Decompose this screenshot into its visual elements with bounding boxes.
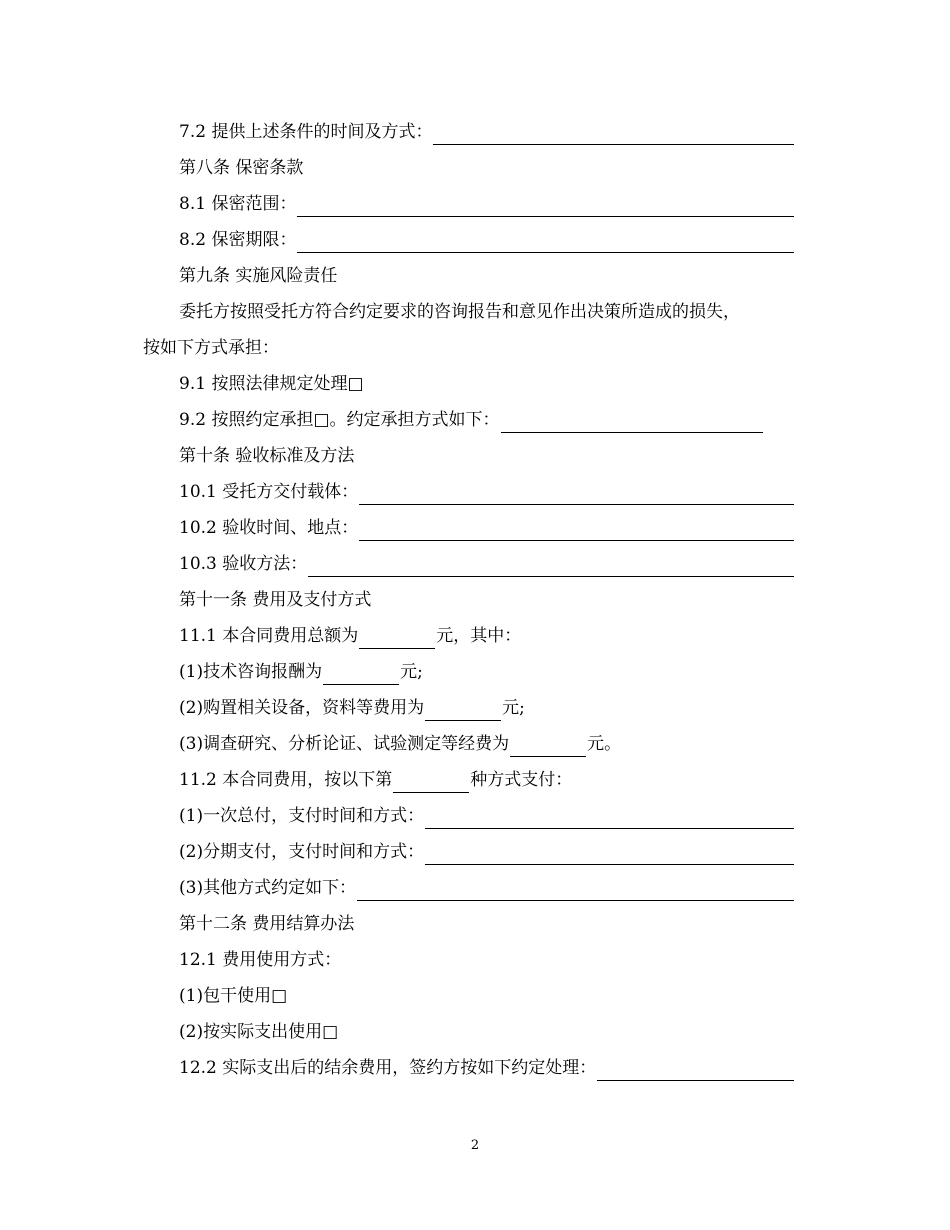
- clause-7-2: [179, 119, 795, 145]
- page-number: 2: [470, 1138, 480, 1153]
- equipment-fee-blank[interactable]: [425, 701, 501, 721]
- payment-installments-blank[interactable]: [425, 845, 794, 865]
- clause-11-2: [179, 767, 795, 793]
- clause-7-2-blank[interactable]: [433, 125, 794, 145]
- article-10-heading-text: 第十条 验收标准及方法: [179, 446, 355, 466]
- clause-9-1: [179, 371, 795, 397]
- item-consulting-fee-text: (1)技术咨询报酬为: [179, 662, 323, 682]
- article-10-heading: [179, 443, 795, 469]
- clause-11-2-text: 11.2 本合同费用，按以下第: [179, 770, 393, 790]
- payment-installments: [179, 839, 795, 865]
- article-11-heading-text: 第十一条 费用及支付方式: [179, 590, 372, 610]
- clause-12-1: [179, 947, 795, 973]
- article-8-heading: [179, 155, 795, 181]
- clause-12-2-text: 12.2 实际支出后的结余费用，签约方按如下约定处理：: [179, 1058, 597, 1078]
- clause-7-2-text: 7.2 提供上述条件的时间及方式：: [179, 122, 433, 142]
- clause-9-2-text: 9.2 按照约定承担□。约定承担方式如下：: [179, 410, 500, 430]
- item-equipment-fee: [179, 695, 795, 721]
- usage-lump-sum-text: (1)包干使用□: [179, 986, 288, 1006]
- item-equipment-fee-suffix: 元;: [502, 698, 525, 718]
- clause-11-1-suffix: 元，其中：: [436, 626, 522, 646]
- usage-lump-sum: [179, 983, 795, 1009]
- clause-10-2-blank[interactable]: [359, 521, 794, 541]
- article-9-heading-text: 第九条 实施风险责任: [179, 266, 338, 286]
- clause-8-2: [179, 227, 795, 253]
- clause-9-2: [179, 407, 795, 433]
- article-9-heading: [179, 263, 795, 289]
- clause-8-2-blank[interactable]: [297, 233, 794, 253]
- clause-10-3-text: 10.3 验收方法：: [179, 554, 308, 574]
- clause-8-1: [179, 191, 795, 217]
- article-11-heading: [179, 587, 795, 613]
- clause-10-3-blank[interactable]: [308, 557, 794, 577]
- article-8-heading-text: 第八条 保密条款: [179, 158, 304, 178]
- payment-other: [179, 875, 795, 901]
- clause-9-1-text: 9.1 按照法律规定处理□: [179, 374, 364, 394]
- article-9-paragraph-line-2: [143, 335, 795, 361]
- payment-option-blank[interactable]: [393, 773, 469, 793]
- consulting-fee-blank[interactable]: [323, 665, 399, 685]
- clause-10-3: [179, 551, 795, 577]
- article-9-paragraph-text-2: 按如下方式承担：: [143, 338, 279, 358]
- clause-10-2: [179, 515, 795, 541]
- clause-8-1-text: 8.1 保密范围：: [179, 194, 297, 214]
- clause-8-2-text: 8.2 保密期限：: [179, 230, 297, 250]
- payment-other-blank[interactable]: [357, 881, 794, 901]
- research-fee-blank[interactable]: [510, 737, 586, 757]
- clause-12-1-text: 12.1 费用使用方式：: [179, 950, 342, 970]
- item-consulting-fee-suffix: 元;: [400, 662, 423, 682]
- item-research-fee: [179, 731, 795, 757]
- payment-other-text: (3)其他方式约定如下：: [179, 878, 357, 898]
- payment-lump-sum: [179, 803, 795, 829]
- article-9-paragraph-text-1: 委托方按照受托方符合约定要求的咨询报告和意见作出决策所造成的损失，: [179, 302, 740, 322]
- clause-8-1-blank[interactable]: [297, 197, 794, 217]
- item-research-fee-suffix: 元。: [587, 734, 622, 754]
- clause-12-2-blank[interactable]: [597, 1061, 794, 1081]
- clause-10-1: [179, 479, 795, 505]
- clause-11-1: [179, 623, 795, 649]
- payment-lump-sum-text: (1)一次总付，支付时间和方式：: [179, 806, 425, 826]
- article-12-heading: [179, 911, 795, 937]
- article-12-heading-text: 第十二条 费用结算办法: [179, 914, 355, 934]
- payment-lump-sum-blank[interactable]: [425, 809, 794, 829]
- usage-actual-text: (2)按实际支出使用□: [179, 1022, 339, 1042]
- item-research-fee-text: (3)调查研究、分析论证、试验测定等经费为: [179, 734, 510, 754]
- clause-10-2-text: 10.2 验收时间、地点：: [179, 518, 359, 538]
- clause-11-2-suffix: 种方式支付：: [470, 770, 573, 790]
- clause-9-2-blank[interactable]: [501, 413, 763, 433]
- item-consulting-fee: [179, 659, 795, 685]
- clause-12-2: [179, 1055, 795, 1081]
- clause-11-1-text: 11.1 本合同费用总额为: [179, 626, 359, 646]
- clause-10-1-blank[interactable]: [359, 485, 794, 505]
- payment-installments-text: (2)分期支付，支付时间和方式：: [179, 842, 425, 862]
- total-fee-blank[interactable]: [359, 629, 435, 649]
- usage-actual: [179, 1019, 795, 1045]
- item-equipment-fee-text: (2)购置相关设备，资料等费用为: [179, 698, 425, 718]
- article-9-paragraph-line-1: [179, 299, 795, 325]
- clause-10-1-text: 10.1 受托方交付载体：: [179, 482, 359, 502]
